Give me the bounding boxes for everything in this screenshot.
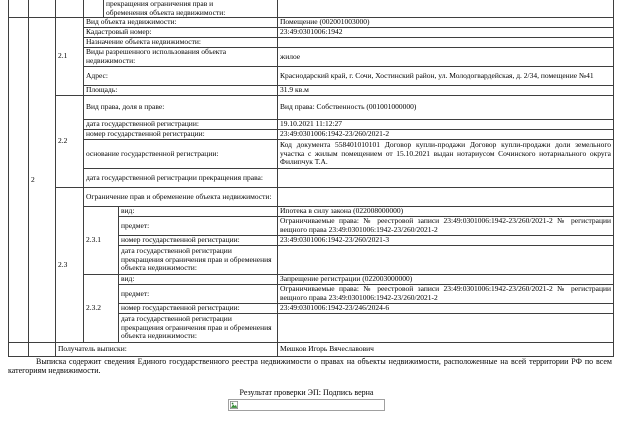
table-row bbox=[9, 343, 614, 357]
row-value bbox=[278, 38, 614, 48]
row-value: жилое bbox=[278, 48, 614, 67]
empty-cell bbox=[84, 0, 104, 18]
signature-placeholder-box bbox=[228, 399, 385, 411]
row-label: Ограничение прав и обременение объекта недвижимости: bbox=[84, 188, 278, 207]
subsection-number: 2.2 bbox=[56, 96, 84, 188]
row-label: номер государственной регистрации: bbox=[119, 304, 278, 314]
empty-cell bbox=[9, 18, 29, 343]
label-line: обременения объекта недвижимости: bbox=[106, 7, 226, 17]
table-row bbox=[9, 169, 614, 188]
row-value: 23:49:0301006:1942-23/260/2021-3 bbox=[278, 236, 614, 246]
table-row bbox=[9, 275, 614, 285]
row-value: 23:49:0301006:1942 bbox=[278, 28, 614, 38]
row-label: Назначение объекта недвижимости: bbox=[84, 38, 278, 48]
row-label: Адрес: bbox=[84, 67, 278, 86]
table-row bbox=[9, 120, 614, 130]
empty-cell bbox=[9, 0, 29, 18]
row-value bbox=[278, 0, 614, 18]
egrn-table bbox=[8, 0, 614, 357]
table-row bbox=[9, 18, 614, 28]
row-label: Кадастровый номер: bbox=[84, 28, 278, 38]
row-label: Виды разрешенного использования объекта недвижимости: bbox=[84, 48, 278, 67]
row-label: вид: bbox=[119, 275, 278, 285]
row-value: Код документа 558401010101 Договор купли-продажи Договор купли-продажи доли земельного участка с жилым помещением от 15.10.2021 выдан нотариусом Сочинского нотариального округа Филипчук Т.А. bbox=[278, 140, 614, 169]
row-value bbox=[278, 188, 614, 207]
row-label: Площадь: bbox=[84, 86, 278, 96]
table-row bbox=[9, 0, 614, 18]
empty-cell bbox=[29, 343, 56, 357]
subsection-number: 2.1 bbox=[56, 18, 84, 96]
table-row bbox=[9, 207, 614, 217]
row-label: дата государственной регистрации прекращения ограничения прав и обременения объекта недвижимости: bbox=[119, 246, 278, 275]
row-value bbox=[278, 246, 614, 275]
row-value: Запрещение регистрации (022003000000) bbox=[278, 275, 614, 285]
label-line: прекращения ограничения прав и bbox=[106, 0, 214, 8]
row-value bbox=[278, 314, 614, 343]
row-label: номер государственной регистрации: bbox=[119, 236, 278, 246]
row-value bbox=[278, 169, 614, 188]
row-label: вид: bbox=[119, 207, 278, 217]
row-value: 23:49:0301006:1942-23/246/2024-6 bbox=[278, 304, 614, 314]
row-value: Краснодарский край, г. Сочи, Хостинский район, ул. Молодогвардейская, д. 2/34, помещение №41 bbox=[278, 67, 614, 86]
image-placeholder-icon bbox=[230, 401, 238, 409]
section-number: 2 bbox=[29, 18, 56, 343]
row-value: 31.9 кв.м bbox=[278, 86, 614, 96]
row-value: Ограничиваемые права: № реестровой записи 23:49:0301006:1942-23/260/2021-2 № регистрации вещного права 23:49:0301006:1942-23/260/2021-2 bbox=[278, 217, 614, 236]
empty-cell bbox=[29, 0, 56, 18]
row-value: Ипотека в силу закона (022008000000) bbox=[278, 207, 614, 217]
row-label: номер государственной регистрации: bbox=[84, 130, 278, 140]
table-row bbox=[9, 96, 614, 120]
extract-note-paragraph: Выписка содержит сведения Единого государственного реестра недвижимости о правах на объекты недвижимости, расположенные на всей территории РФ по всем категориям недвижимости. bbox=[8, 357, 612, 376]
row-value: 23:49:0301006:1942-23/260/2021-2 bbox=[278, 130, 614, 140]
table-row bbox=[9, 38, 614, 48]
recipient-value: Мешков Игорь Вячеславович bbox=[278, 343, 614, 357]
row-label: Вид права, доля в праве: bbox=[84, 96, 278, 120]
signature-check-result: Результат проверки ЭП: Подпись верна bbox=[239, 388, 374, 397]
row-label: дата государственной регистрации прекращения права: bbox=[84, 169, 278, 188]
table-row bbox=[9, 188, 614, 207]
row-label: основание государственной регистрации: bbox=[84, 140, 278, 169]
subsection-number: 2.3.2 bbox=[84, 275, 119, 343]
row-label bbox=[104, 0, 278, 18]
row-value: Помещение (002001003000) bbox=[278, 18, 614, 28]
empty-cell bbox=[56, 0, 84, 18]
table-row bbox=[9, 67, 614, 86]
table-row bbox=[9, 130, 614, 140]
row-value: Вид права: Собственность (001001000000) bbox=[278, 96, 614, 120]
table-row bbox=[9, 48, 614, 67]
row-value: Ограничиваемые права: № реестровой записи 23:49:0301006:1942-23/260/2021-2 № регистрации вещного права 23:49:0301006:1942-23/260/2021-2 bbox=[278, 285, 614, 304]
row-label: дата государственной регистрации: bbox=[84, 120, 278, 130]
table-row bbox=[9, 28, 614, 38]
subsection-number: 2.3.1 bbox=[84, 207, 119, 275]
row-value: 19.10.2021 11:12:27 bbox=[278, 120, 614, 130]
table-row bbox=[9, 140, 614, 169]
row-label: предмет: bbox=[119, 217, 278, 236]
empty-cell bbox=[9, 343, 29, 357]
row-label: предмет: bbox=[119, 285, 278, 304]
row-label: дата государственной регистрации прекращения ограничения прав и обременения объекта недвижимости: bbox=[119, 314, 278, 343]
row-label: Вид объекта недвижимости: bbox=[84, 18, 278, 28]
recipient-label: Получатель выписки: bbox=[56, 343, 278, 357]
table-row bbox=[9, 86, 614, 96]
subsection-number: 2.3 bbox=[56, 188, 84, 343]
